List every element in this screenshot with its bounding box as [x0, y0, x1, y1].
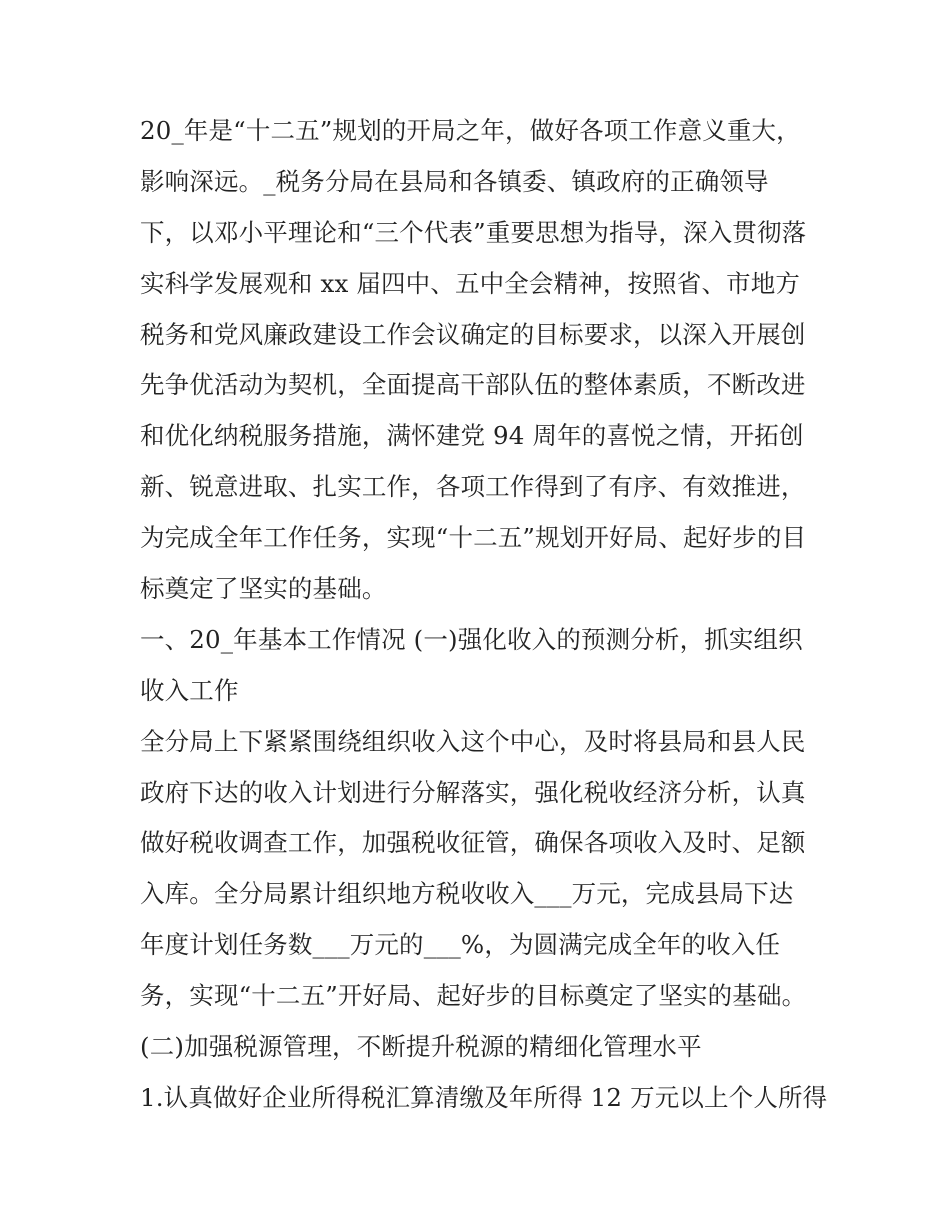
text-line: 做好税收调查工作，加强税收征管，确保各项收入及时、足额 [140, 828, 806, 858]
text-line: 20_年是“十二五”规划的开局之年，做好各项工作意义重大， [140, 116, 801, 145]
text-line: 为完成全年工作任务，实现“十二五”规划开好局、起好步的目 [140, 523, 807, 553]
section-heading-line: 收入工作 [140, 675, 239, 705]
text-line: 新、锐意进取、扎实工作，各项工作得到了有序、有效推进， [140, 472, 806, 502]
text-line: 政府下达的收入计划进行分解落实，强化税收经济分析，认真 [140, 777, 806, 807]
document-body [140, 106, 828, 1124]
text-line: 和优化纳税服务措施，满怀建党 94 周年的喜悦之情，开拓创 [140, 421, 804, 451]
text-line: 标奠定了坚实的基础。 [140, 574, 387, 604]
text-line: 影响深远。_税务分局在县局和各镇委、镇政府的正确领导 [140, 166, 769, 196]
text-line: 务，实现“十二五”开好局、起好步的目标奠定了坚实的基础。 [140, 981, 807, 1011]
text-line: 税务和党风廉政建设工作会议确定的目标要求，以深入开展创 [140, 319, 806, 349]
text-line: 年度计划任务数___万元的___%，为圆满完成全年的收入任 [140, 930, 781, 960]
section-heading-line: 一、20_年基本工作情况 (一)强化收入的预测分析，抓实组织 [140, 624, 803, 654]
text-line: 1.认真做好企业所得税汇算清缴及年所得 12 万元以上个人所得 [140, 1082, 828, 1112]
subsection-heading-line: (二)加强税源管理，不断提升税源的精细化管理水平 [140, 1032, 702, 1062]
text-line: 入库。全分局累计组织地方税收收入___万元，完成县局下达 [140, 879, 794, 909]
text-line: 全分局上下紧紧围绕组织收入这个中心，及时将县局和县人民 [140, 726, 806, 756]
text-line: 下，以邓小平理论和“三个代表”重要思想为指导，深入贯彻落 [140, 217, 807, 247]
text-line: 实科学发展观和 xx 届四中、五中全会精神，按照省、市地方 [140, 268, 801, 298]
text-line: 先争优活动为契机，全面提高干部队伍的整体素质，不断改进 [140, 370, 806, 400]
